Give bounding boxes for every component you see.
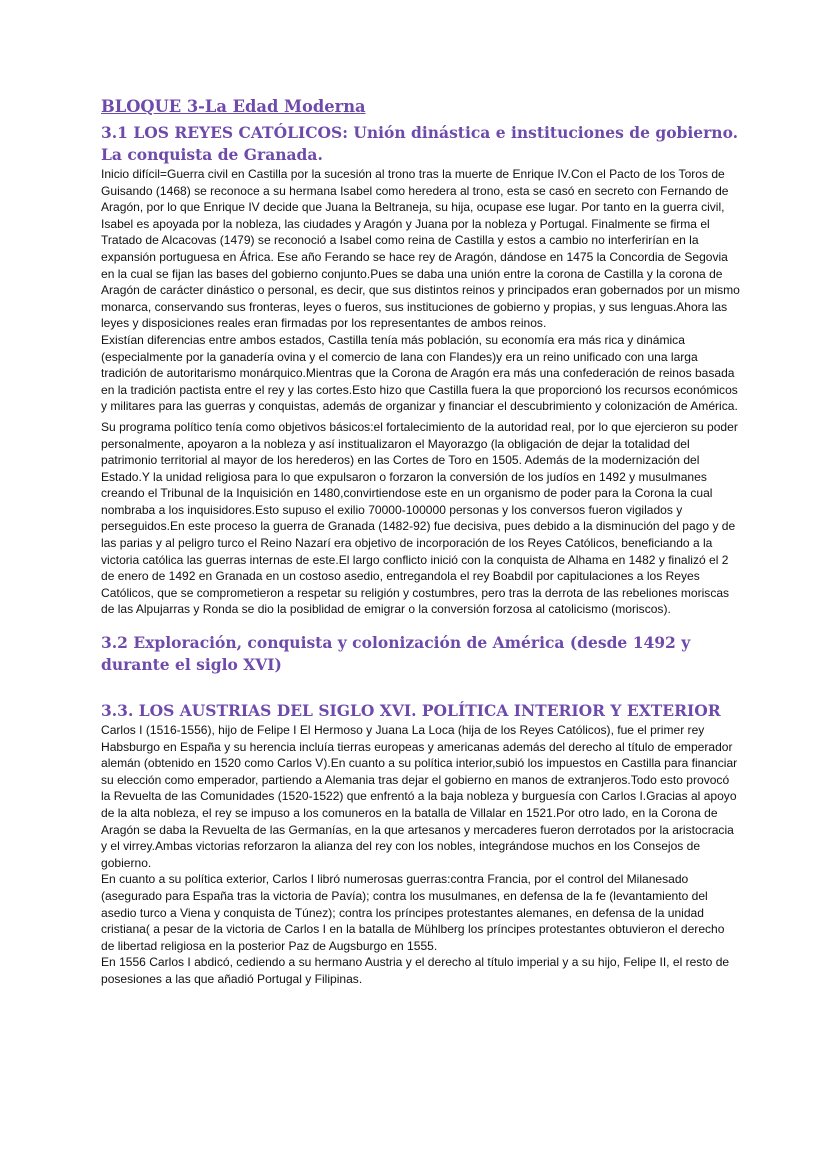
section-heading-3-3: 3.3. LOS AUSTRIAS DEL SIGLO XVI. POLÍTICA INTERIOR Y EXTERIOR <box>101 701 721 721</box>
paragraph: En cuanto a su política exterior, Carlos I libró numerosas guerras:contra Francia, por el control del Milanesado (asegurado para España tras la victoria de Pavía); contra los musulmanes, en defensa de la fe (levantamiento del asedio turco a Viena y conquista de Túnez); contra los príncipes protestantes alemanes, en defensa de la unidad cristiana( a pesar de la victoria de Carlos I en la batalla de Mühlberg los príncipes protestantes obtuvieron el derecho de libertad religiosa en la posterior Paz de Augsburgo en 1555. <box>101 872 725 953</box>
bloque-title: BLOQUE 3-La Edad Moderna <box>101 97 366 116</box>
paragraph: Existían diferencias entre ambos estados, Castilla tenía más población, su economía era más rica y dinámica (especialmente por la ganadería ovina y el comercio de lana con Flandes)y era un reino unificado con una larga tradición de autoritarismo monárquico.Mientras que la Corona de Aragón era más una confederación de reinos basada en la tradición pactista entre el rey y las cortes.Esto hizo que Castilla fuera la que proporcionó los recursos económicos y militares para las guerras y conquistas, además de organizar y financiar el descubrimiento y colonización de América. <box>101 332 738 414</box>
paragraph: Su programa político tenía como objetivos básicos:el fortalecimiento de la autoridad real, por lo que ejercieron su poder personalmente, apoyaron a la nobleza y así institualizaron el Mayorazgo (la obligación de dejar la totalidad del patrimonio territorial al mayor de los herederos) en las Cortes de Toro en 1505. Además de la modernización del Estado.Y la unidad religiosa para lo que expulsaron o forzaron la conversión de los judíos en 1492 y musulmanes creando el Tribunal de la Inquisición en 1480,convirtiendose este en un organismo de poder para la Corona la cual nombraba a los inquisidores.Esto supuso el exilio 70000-100000 personas y los conversos fueron vigilados y perseguidos.En este proceso la guerra de Granada (1482-92) fue decisiva, pues debido a la disminución del pago y de las parias y al peligro turco el Reino Nazarí era objetivo de incorporación de los Reyes Católicos, beneficiando a la victoria católica las guerras internas de este.El largo conflicto inició con la conquista de Alhama en 1482 y finalizó el 2 de enero de 1492 en Granada en un costoso asedio, entregandola el rey Boabdil por capitulaciones a los Reyes Católicos, que se comprometieron a respetar su religión y costumbres, pero tras la derrota de las rebeliones moriscas de las Alpujarras y Ronda se dio la posiblidad de emigrar o la conversión forzosa al catolicismo (moriscos). <box>101 419 738 617</box>
paragraph: Inicio difícil=Guerra civil en Castilla por la sucesión al trono tras la muerte de Enrique IV.Con el Pacto de los Toros de Guisando (1468) se reconoce a su hermana Isabel como heredera al trono, esta se casó en secreto con Fernando de Aragón, por lo que Enrique IV decide que Juana la Beltraneja, su hija, ocupase ese lugar. Por tanto en la guerra civil, Isabel es apoyada por la nobleza, las ciudades y Aragón y Juana por la nobleza y Portugal. Finalmente se firma el Tratado de Alcacovas (1479) se reconoció a Isabel como reina de Castilla y estos a cambio no interferirían en la expansión portuguesa en África. Ese año Ferando se hace rey de Aragón, dándose en 1475 la Concordia de Segovia en la cual se fijan las bases del gobierno conjunto.Pues se daba una unión entre la corona de Castilla y la corona de Aragón de carácter dinástico o personal, es decir, que sus distintos reinos y principados eran gobernados por un mismo monarca, conservando sus fronteras, leyes o fueros, sus instituciones de gobierno y propias, y sus lenguas.Ahora las leyes y disposiciones reales eran firmadas por los representantes de ambos reinos. <box>101 167 740 331</box>
section-heading-3-1: 3.1 LOS REYES CATÓLICOS: Unión dinástica e instituciones de gobierno. La conquista de Granada. <box>101 123 739 164</box>
paragraph: Carlos I (1516-1556), hijo de Felipe I El Hermoso y Juana La Loca (hija de los Reyes Católicos), fue el primer rey Habsburgo en España y su herencia incluía tierras europeas y americanas además del derecho al título de emperador alemán (obtenido en 1520 como Carlos V).En cuanto a su política interior,subió los impuestos en Castilla para financiar su elección como emperador, partiendo a Alemania tras dejar el gobierno en manos de extranjeros.Todo esto provocó la Revuelta de las Comunidades (1520-1522) que enfrentó a la baja nobleza y burguesía con Carlos I.Gracias al apoyo de la alta nobleza, el rey se impuso a los comuneros en la batalla de Villalar en 1521.Por otro lado, en la Corona de Aragón se daba la Revuelta de las Germanías, en la que artesanos y mercaderes fueron derrotados por la aristocracia y el virrey.Ambas victorias reforzaron la alianza del rey con los nobles, integrándose muchos en los Consejos de gobierno. <box>101 723 738 870</box>
paragraph: En 1556 Carlos I abdicó, cediendo a su hermano Austria y el derecho al título imperial y a su hijo, Felipe II, el resto de posesiones a las que añadió Portugal y Filipinas. <box>101 955 730 986</box>
document-page <box>101 96 741 988</box>
section-heading-3-2: 3.2 Exploración, conquista y colonización de América (desde 1492 y durante el siglo XVI) <box>101 633 691 675</box>
